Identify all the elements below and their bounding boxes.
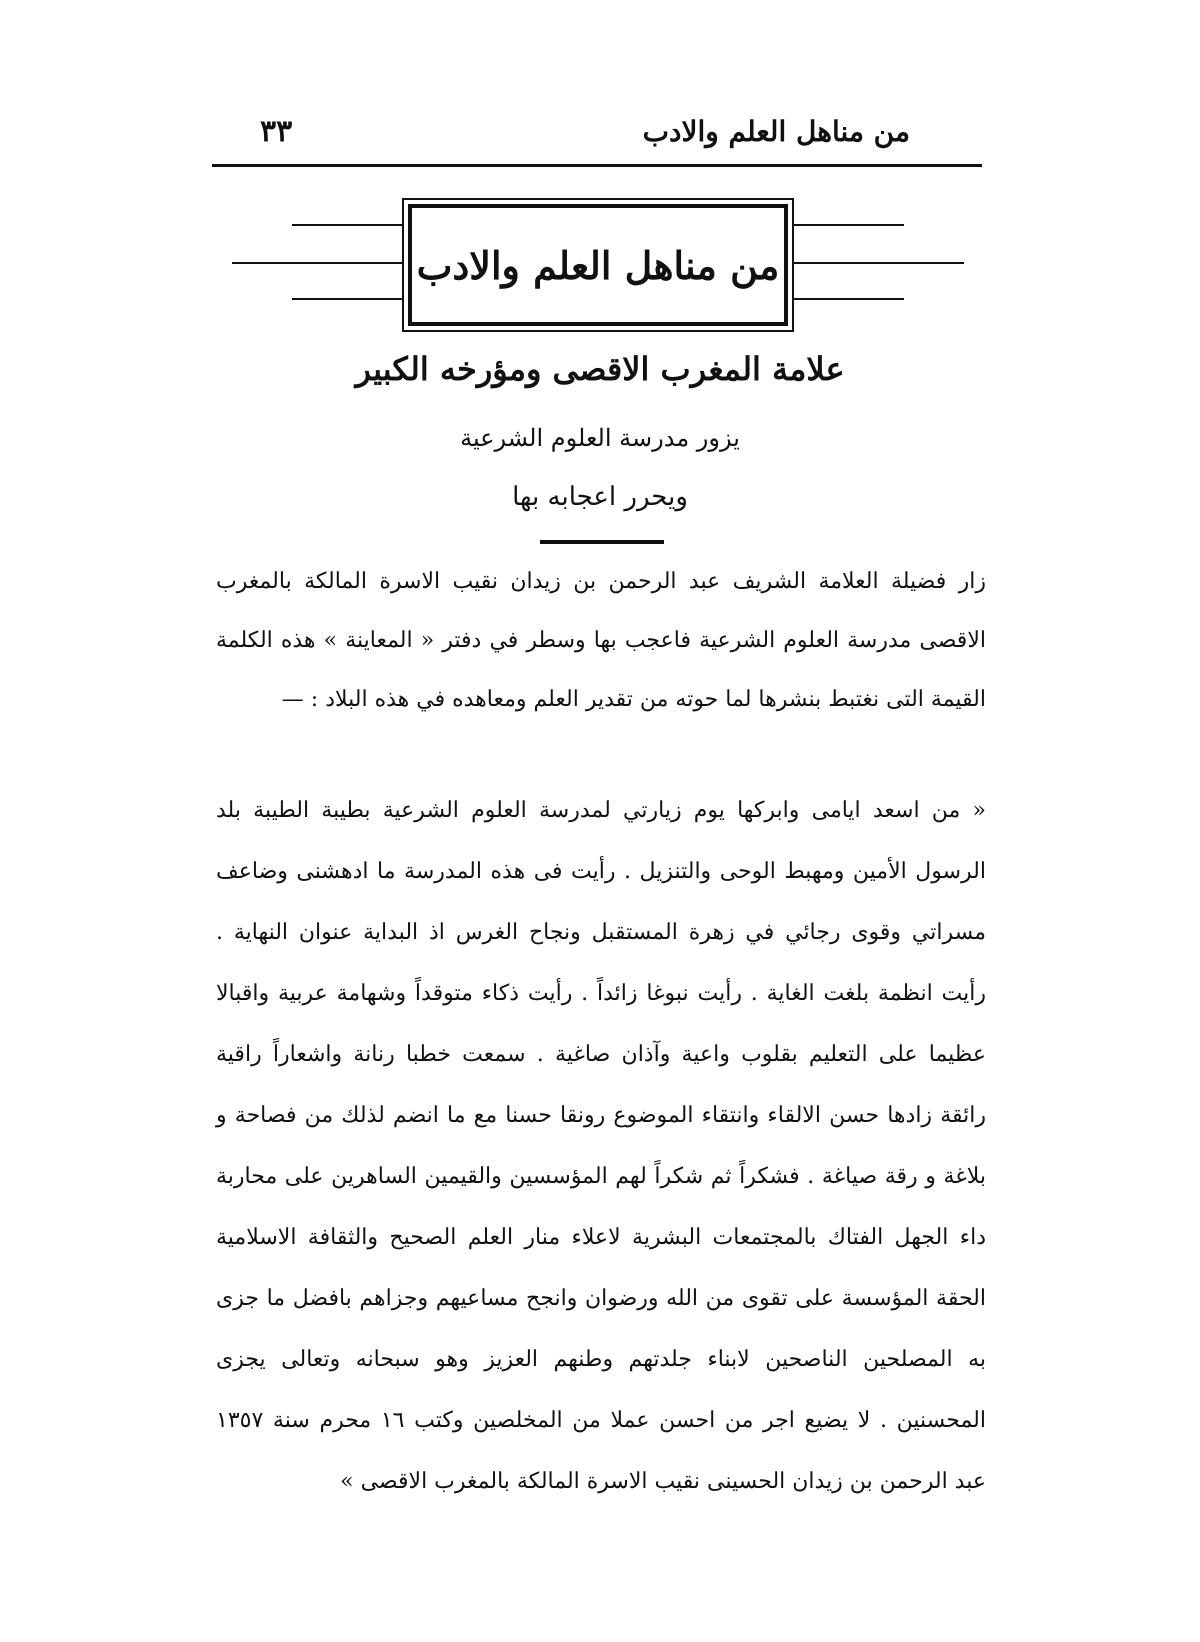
decorative-line: [794, 298, 904, 300]
article-title: من مناهل العلم والادب: [416, 242, 780, 288]
decorative-line: [232, 262, 402, 264]
header-rule: [212, 164, 982, 167]
intro-paragraph: زار فضيلة العلامة الشريف عبد الرحمن بن زيدان نقيب الاسرة المالكة بالمغرب الاقصى مدرسة العلوم الشرعية فاعجب بها وسطر في دفتر « المعاينة » هذه الكلمة القيمة التى نغتبط بنشرها لما حوته من تقدير العلم ومعاهده في هذه البلاد : —: [216, 569, 986, 712]
section-divider: [540, 540, 664, 544]
subtitle-second: يزور مدرسة العلوم الشرعية: [460, 424, 740, 452]
decorative-line: [292, 224, 402, 226]
subtitle-main: علامة المغرب الاقصى ومؤرخه الكبير: [355, 350, 845, 388]
quote-paragraph: « من اسعد ايامى وابركها يوم زيارتي لمدرسة العلوم الشرعية بطيبة الطيبة بلد الرسول الأمين ومهبط الوحى والتنزيل . رأيت فى هذه المدرسة ما ادهشنى وضاعف مسراتي وقوى رجائي في زهرة المستقبل ونجاح الغرس اذ البداية عنوان النهاية . رأيت انظمة بلغت الغاية . رأيت نبوغا زائداً . رأيت ذكاء متوقداً وشهامة عربية واقبالا عظيما على التعليم بقلوب واعية وآذان صاغية . سمعت خطبا رنانة واشعاراً راقية رائقة زادها حسن الالقاء وانتقاء الموضوع رونقا حسنا مع ما انضم لذلك من فصاحة و بلاغة و رقة صياغة . فشكراً ثم شكراً لهم المؤسسين والقيمين الساهرين على محاربة داء الجهل الفتاك بالمجتمعات البشرية لاعلاء منار العلم الصحيح والثقافة الاسلامية الحقة المؤسسة على تقوى من الله ورضوان وانجح مساعيهم وجزاهم بافضل ما جزى به المصلحين الناصحين لابناء جلدتهم وطنهم العزيز وهو سبحانه وتعالى يجزى المحسنين . لا يضيع اجر من احسن عملا من المخلصين وكتب ١٦ محرم سنة ١٣٥٧ عبد الرحمن بن زيدان الحسينى نقيب الاسرة المالكة بالمغرب الاقصى »: [216, 798, 986, 1494]
decorative-line: [292, 298, 402, 300]
article-title-box: [408, 204, 788, 326]
page-header: [212, 108, 982, 164]
running-title: من مناهل العلم والادب: [642, 115, 910, 148]
page-number: ٣٣: [260, 114, 293, 149]
subtitle-third: ويحرر اعجابه بها: [512, 482, 688, 512]
decorative-line: [794, 262, 964, 264]
decorative-line: [794, 224, 904, 226]
